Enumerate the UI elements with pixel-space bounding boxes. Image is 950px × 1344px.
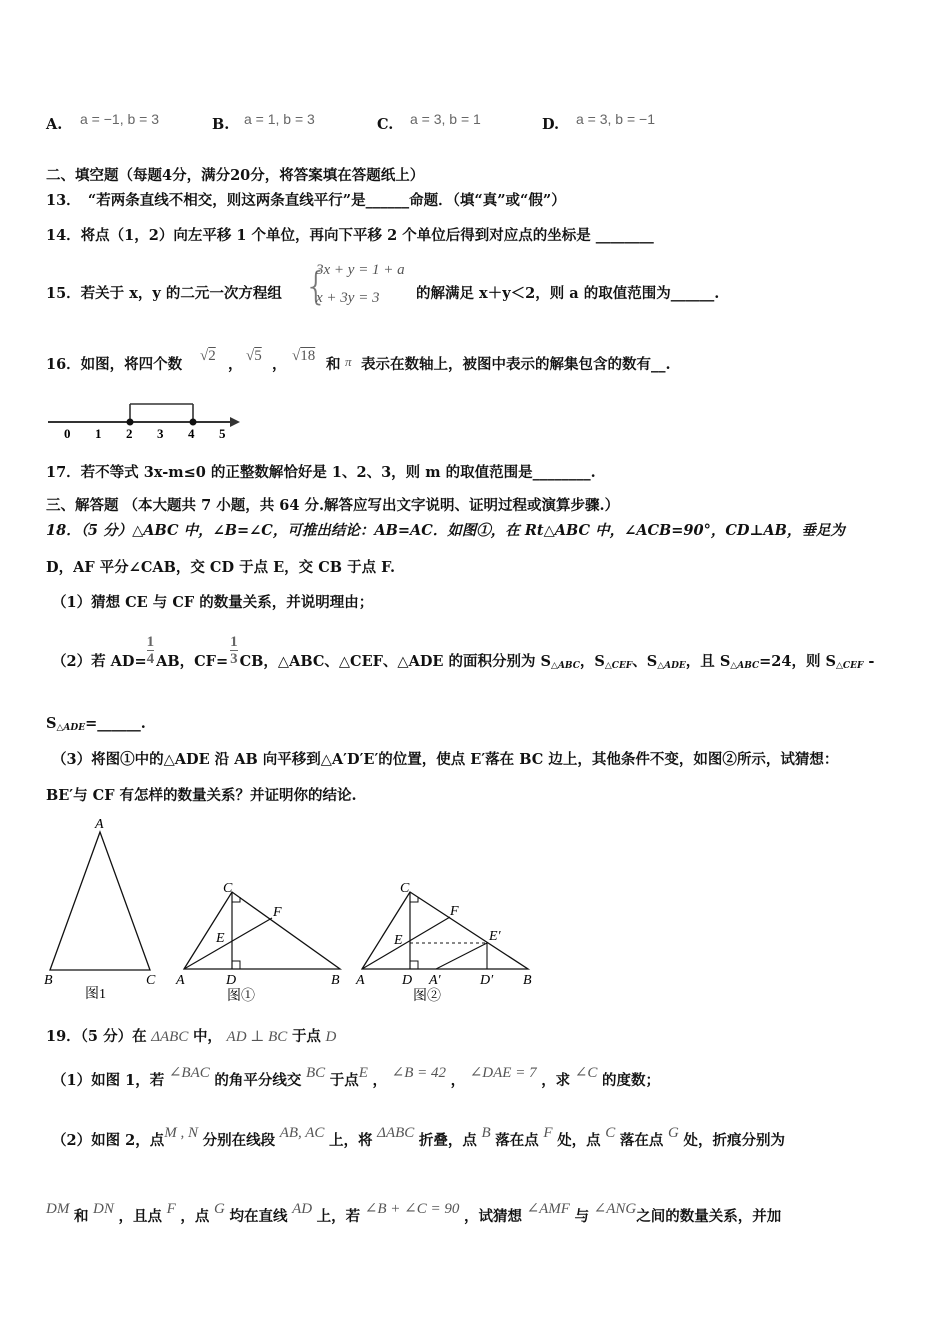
- axis-tick-label: 2: [126, 426, 133, 441]
- q16-sqrt2: √2: [200, 348, 216, 364]
- fig3-label-a-prime: A′: [429, 973, 441, 988]
- q16-and: 和: [326, 356, 341, 373]
- axis-tick-label: 0: [64, 426, 71, 441]
- geometry-figures: [40, 812, 560, 1012]
- q18-part3-line1: （3）将图①中的△ADE 沿 AB 向平移到△A′D′E′的位置，使点 E′落在 BC 边上，其他条件不变，如图②所示，试猜想：: [52, 751, 839, 768]
- figure-3: [355, 881, 532, 1004]
- fraction-quarter: $\frac{1}{4}$: [146, 633, 155, 667]
- choice-c-letter: C.: [377, 116, 394, 133]
- fig3-label-e: E: [394, 933, 403, 948]
- q18-part2-line2: $S_{\triangle ADE}=\_\_\_\_\_\_$.: [46, 715, 146, 733]
- q19-part2-line2: DM 和 DN ，且点 F ，点 G 均在直线 AD 上，若 ∠B + ∠C = 90 ，试猜想 ∠AMF 与 ∠ANG之间的数量关系，并加: [46, 1201, 782, 1225]
- right-angle-c: [232, 897, 240, 902]
- q18-part1: （1）猜想 CE 与 CF 的数量关系，并说明理由；: [52, 594, 374, 611]
- fig2-label-a: A: [176, 973, 185, 988]
- fig3-label-f: F: [450, 904, 459, 919]
- fig1-caption: 图1: [85, 987, 106, 1002]
- choice-b-expr: a = 1, b = 3: [244, 111, 315, 127]
- fig2-caption: 图①: [227, 989, 255, 1004]
- fig2-label-c: C: [223, 881, 233, 896]
- q15-brace: {: [304, 264, 329, 308]
- fig1-label-c: C: [146, 973, 156, 988]
- q15-suffix: 的解满足 x＋y＜2，则 a 的取值范围为______.: [416, 285, 720, 302]
- q15-eq1: 3x + y = 1 + a: [316, 262, 405, 278]
- q14-text: 14．将点（1，2）向左平移 1 个单位，再向下平移 2 个单位后得到对应点的坐标是 ________: [46, 227, 654, 244]
- fig2-label-e: E: [216, 931, 225, 946]
- q18-part2-row: （2）若 AD= $\frac{1}{4}$ AB，CF= $\frac{1}{3}$ CB，△ABC、△CEF、△ADE 的面积分别为 $S_{\triangle ABC}$，$S_{\triangle CEF}$、$S_{\triangle ADE}$，且 $S_{\triangle ABC}=24$，则 $S_{\triangle CEF}$ -: [52, 633, 875, 671]
- q16-part1: 16．如图，将四个数: [46, 356, 183, 373]
- choice-c-expr: a = 3, b = 1: [410, 111, 481, 127]
- fig1-label-a: A: [95, 817, 104, 832]
- fig3-label-c: C: [400, 881, 410, 896]
- axis-tick-label: 4: [188, 426, 195, 441]
- q16-sqrt18: √18: [292, 348, 316, 364]
- choice-b-letter: B.: [212, 116, 230, 133]
- q19-part1: （1）如图 1，若 ∠BAC 的角平分线交 BC 于点E ， ∠B = 42 ， ∠DAE = 7 ，求 ∠C 的度数；: [52, 1065, 660, 1089]
- q16-sqrt5: √5: [246, 348, 262, 364]
- fraction-third: $\frac{1}{3}$: [230, 633, 238, 667]
- axis-arrow-icon: [230, 417, 240, 427]
- q19-part2: （2）如图 2，点M , N 分别在线段 AB, AC 上，将 ΔABC 折叠，点 B 落在点 F 处，点 C 落在点 G 处，折痕分别为: [52, 1125, 785, 1149]
- fig3-label-e-prime: E′: [489, 929, 501, 944]
- q16-part2: 表示在数轴上，被图中表示的解集包含的数有__.: [361, 356, 671, 373]
- fig1-label-b: B: [44, 973, 53, 988]
- section3-title: 三、解答题 （本大题共 7 小题，共 64 分.解答应写出文字说明、证明过程或演算步骤.）: [46, 497, 620, 514]
- q16-pi: π: [345, 354, 352, 369]
- choice-d-letter: D.: [542, 116, 560, 133]
- triangle-abc-right: [184, 892, 340, 969]
- q17-text: 17．若不等式 3x-m≤0 的正整数解恰好是 1、2、3，则 m 的取值范围是________.: [46, 464, 596, 481]
- fig3-label-d-prime: D′: [480, 973, 494, 988]
- figure-1: [44, 817, 156, 1002]
- solid-dot-left: [127, 419, 134, 426]
- fig3-label-b: B: [523, 973, 532, 988]
- right-angle-d: [232, 961, 240, 969]
- q16-comma2: ，: [272, 356, 287, 373]
- triangle-abc-shifted: [362, 892, 528, 969]
- fig2-label-b: B: [331, 973, 340, 988]
- choice-d-expr: a = 3, b = −1: [576, 111, 656, 127]
- segment-a2e2: [436, 943, 487, 969]
- axis-tick-label: 1: [95, 426, 102, 441]
- choice-a-expr: a = −1, b = 3: [80, 111, 160, 127]
- fig2-label-f: F: [273, 905, 282, 920]
- q18-line2: D，AF 平分∠CAB，交 CD 于点 E，交 CB 于点 F.: [46, 559, 395, 576]
- right-angle-d-2: [410, 961, 418, 969]
- q16-comma1: ，: [228, 356, 243, 373]
- choice-a-letter: A.: [46, 116, 63, 133]
- right-angle-c-2: [410, 897, 418, 902]
- figure-2: [175, 881, 340, 1004]
- q18-line1: 18．（5 分）△ABC 中，∠B=∠C，可推出结论：AB=AC．如图①，在 Rt△ABC 中，∠ACB=90°，CD⊥AB，垂足为: [46, 522, 845, 539]
- section2-title: 二、填空题（每题4分，满分20分，将答案填在答题纸上）: [46, 167, 425, 184]
- q19-head: 19．（5 分）在 ΔABC 中， AD ⊥ BC 于点 D: [46, 1028, 337, 1045]
- q18-part3-line2: BE′与 CF 有怎样的数量关系？并证明你的结论.: [46, 787, 357, 804]
- triangle-abc: [50, 832, 150, 970]
- solid-dot-right: [190, 419, 197, 426]
- bisector-af: [184, 918, 272, 969]
- fig2-label-d: D: [226, 973, 237, 988]
- fig3-label-d: D: [402, 973, 413, 988]
- axis-tick-label: 5: [219, 426, 226, 441]
- q15-eq2: x + 3y = 3: [316, 290, 380, 306]
- q15-prefix: 15．若关于 x，y 的二元一次方程组: [46, 285, 282, 302]
- fig3-caption: 图②: [413, 989, 441, 1004]
- q13-text: 13． “若两条直线不相交，则这两条直线平行”是______命题．（填“真”或“假”）: [46, 192, 566, 209]
- number-line-figure: [44, 398, 244, 444]
- fig3-label-a: A: [356, 973, 365, 988]
- axis-tick-label: 3: [157, 426, 164, 441]
